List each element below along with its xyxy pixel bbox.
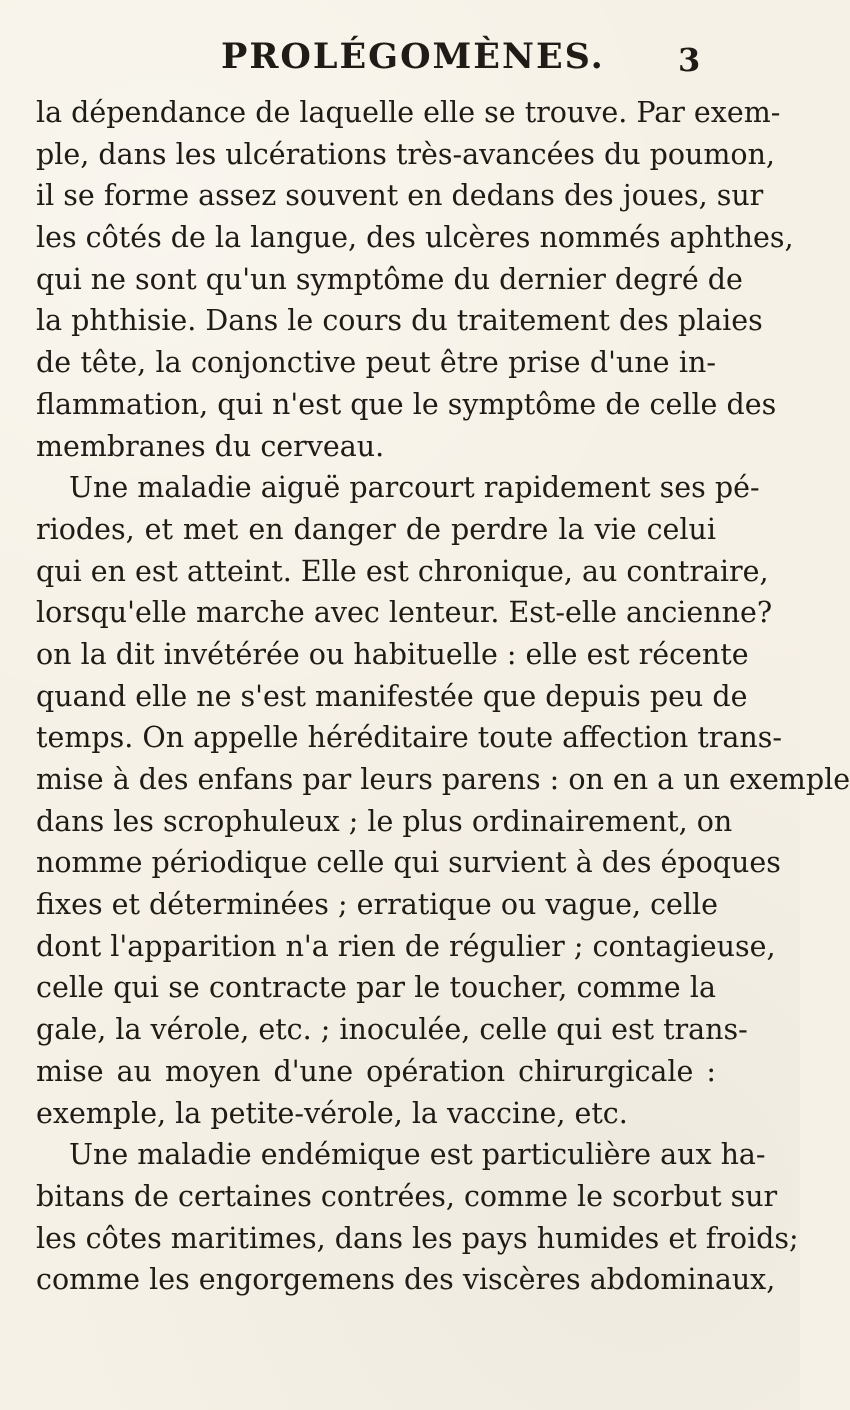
text-line: les côtés de la langue, des ulcères nommés aphthes, bbox=[36, 221, 794, 255]
text-line: la phthisie. Dans le cours du traitement des plaies bbox=[36, 304, 763, 338]
text-line: dans les scrophuleux ; le plus ordinairement, on bbox=[36, 804, 733, 838]
page-number: 3 bbox=[678, 41, 701, 79]
running-title: PROLÉGOMÈNES. bbox=[221, 36, 605, 77]
text-line: flammation, qui n'est que le symptôme de celle des bbox=[36, 387, 777, 421]
text-line: nomme périodique celle qui survient à des époques bbox=[36, 846, 781, 880]
text-line: comme les engorgemens des viscères abdominaux, bbox=[36, 1263, 776, 1297]
body-text bbox=[36, 92, 850, 1301]
text-line: la dépendance de laquelle elle se trouve. Par exem- bbox=[36, 96, 781, 129]
text-line: quand elle ne s'est manifestée que depuis peu de bbox=[36, 679, 748, 713]
text-line: bitans de certaines contrées, comme le scorbut sur bbox=[36, 1179, 778, 1213]
text-line: on la dit invétérée ou habituelle : elle est récente bbox=[36, 637, 749, 671]
text-line: Une maladie aiguë parcourt rapidement ses pé- bbox=[69, 471, 760, 505]
text-line: gale, la vérole, etc. ; inoculée, celle qui est trans- bbox=[36, 1013, 748, 1047]
text-line: il se forme assez souvent en dedans des joues, sur bbox=[36, 179, 764, 213]
text-line: lorsqu'elle marche avec lenteur. Est-elle ancienne? bbox=[36, 596, 773, 630]
text-line: membranes du cerveau. bbox=[36, 429, 385, 463]
text-line: celle qui se contracte par le toucher, comme la bbox=[36, 971, 716, 1005]
text-line: mise à des enfans par leurs parens : on en a un exemple bbox=[36, 763, 850, 796]
text-line: Une maladie endémique est particulière aux ha- bbox=[69, 1138, 766, 1172]
text-line: les côtes maritimes, dans les pays humides et froids; bbox=[36, 1221, 799, 1255]
text-line: qui en est atteint. Elle est chronique, au contraire, bbox=[36, 554, 769, 588]
text-line: mise au moyen d'une opération chirurgicale : bbox=[36, 1054, 716, 1088]
text-line: temps. On appelle héréditaire toute affection trans- bbox=[36, 721, 783, 755]
text-line: de tête, la conjonctive peut être prise d'une in- bbox=[36, 346, 716, 380]
page-header bbox=[36, 36, 716, 86]
text-line: qui ne sont qu'un symptôme du dernier degré de bbox=[36, 262, 743, 296]
text-line: fixes et déterminées ; erratique ou vague, celle bbox=[36, 888, 719, 922]
text-line: riodes, et met en danger de perdre la vie celui bbox=[36, 512, 716, 546]
text-line: exemple, la petite-vérole, la vaccine, etc. bbox=[36, 1096, 628, 1130]
text-line: ple, dans les ulcérations très-avancées du poumon, bbox=[36, 137, 775, 171]
text-line: dont l'apparition n'a rien de régulier ; contagieuse, bbox=[36, 929, 776, 963]
